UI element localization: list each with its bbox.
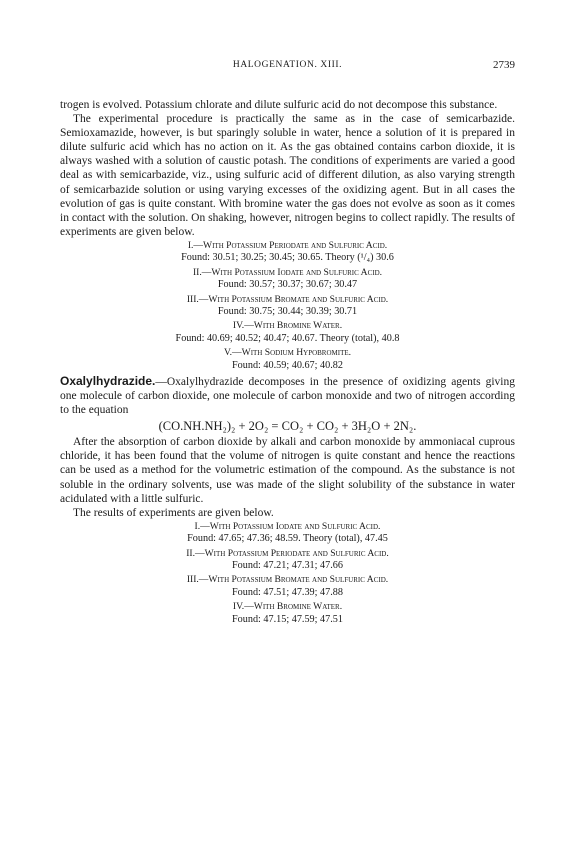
- experiment-2: [60, 267, 515, 292]
- experiment-heading: I.—With Potassium Iodate and Sulfuric Acid.: [194, 520, 381, 532]
- experiment-heading: III.—With Potassium Bromate and Sulfuric Acid.: [186, 293, 389, 305]
- experiment-found: Found: 47.51; 47.39; 47.88: [232, 586, 343, 598]
- chemical-equation: (CO.NH.NH₂)₂ + 2O₂ = CO₂ + CO₂ + 3H₂O + 2N₂.: [158, 419, 417, 434]
- experiment-2: [60, 548, 515, 573]
- experiment-found: Found: 47.21; 47.31; 47.66: [232, 560, 343, 572]
- experiment-4: [60, 601, 515, 626]
- paragraph-procedure: The experimental procedure is practically the same as in the case of semicarbazide. Semioxamazide, however, is but sparingly soluble in water, hence a solution of it is prepared in dilute sulfuric acid which has no action on it. As the gas obtained contains carbon dioxide, it is always washed with a solution of caustic potash. The conditions of experiments are varied a good deal as with semicarbazide, viz., using sulfuric acid of different dilution, as also varying strength of semicarbazide solution or using varying excesses of the oxidizing agent. But in all cases the evolution of gas is quite constant. With bromine water the gas does not evolve as soon as it comes in contact with the solution. On shaking, however, nitrogen begins to collect rapidly. The results of experiments are given below.: [60, 113, 515, 238]
- experiment-3: [60, 574, 515, 599]
- experiment-found: Found: 40.59; 40.67; 40.82: [232, 359, 343, 371]
- experiment-1: [60, 521, 515, 546]
- experiment-list-semioxamazide: [60, 240, 515, 372]
- experiment-1: [60, 240, 515, 265]
- paragraph-continuation: trogen is evolved. Potassium chlorate and dilute sulfuric acid do not decompose this substance.: [60, 99, 498, 111]
- section-heading: Oxalylhydrazide.: [60, 374, 156, 388]
- article-body: [60, 98, 515, 626]
- experiment-4: [60, 320, 515, 345]
- experiment-5: [60, 347, 515, 372]
- experiment-heading: IV.—With Bromine Water.: [232, 601, 343, 613]
- paragraph-absorption: After the absorption of carbon dioxide by alkali and carbon monoxide by ammoniacal cuprous chloride, it has been found that the volume of nitrogen is quite constant and hence the reactions can be used as a method for the volumetric estimation of the compound. As the substance is not soluble in the ordinary solvents, use was made of the slight solubility of the substance in water acidulated with a little sulfuric.: [60, 436, 515, 505]
- experiment-found: Found: 30.51; 30.25; 30.45; 30.65. Theory (¹/₄) 30.6: [181, 252, 394, 264]
- paragraph-results-intro: The results of experiments are given below.: [73, 506, 274, 519]
- experiment-found: Found: 47.65; 47.36; 48.59. Theory (total), 47.45: [187, 533, 388, 545]
- experiment-heading: II.—With Potassium Periodate and Sulfuric Acid.: [186, 547, 389, 559]
- experiment-found: Found: 30.75; 30.44; 30.39; 30.71: [217, 305, 358, 317]
- experiment-heading: V.—With Sodium Hypobromite.: [223, 347, 352, 359]
- experiment-list-oxalylhydrazide: [60, 521, 515, 626]
- section-text: —Oxalylhydrazide decomposes in the presence of oxidizing agents giving one molecule of carbon dioxide, one molecule of carbon monoxide and two of nitrogen according to the equation: [60, 376, 515, 417]
- experiment-3: [60, 294, 515, 319]
- page: [60, 60, 515, 626]
- experiment-found: Found: 30.57; 30.37; 30.67; 30.47: [217, 279, 358, 291]
- experiment-found: Found: 40.69; 40.52; 40.47; 40.67. Theory (total), 40.8: [175, 332, 400, 344]
- running-header: [60, 60, 515, 74]
- experiment-heading: IV.—With Bromine Water.: [232, 320, 343, 332]
- experiment-found: Found: 47.15; 47.59; 47.51: [232, 613, 343, 625]
- experiment-heading: II.—With Potassium Iodate and Sulfuric Acid.: [192, 266, 383, 278]
- paragraph-oxalylhydrazide: [60, 374, 515, 417]
- page-number: 2739: [493, 59, 515, 71]
- experiment-heading: I.—With Potassium Periodate and Sulfuric Acid.: [187, 239, 388, 251]
- running-title: HALOGENATION. XIII.: [232, 60, 343, 70]
- experiment-heading: III.—With Potassium Bromate and Sulfuric Acid.: [186, 574, 389, 586]
